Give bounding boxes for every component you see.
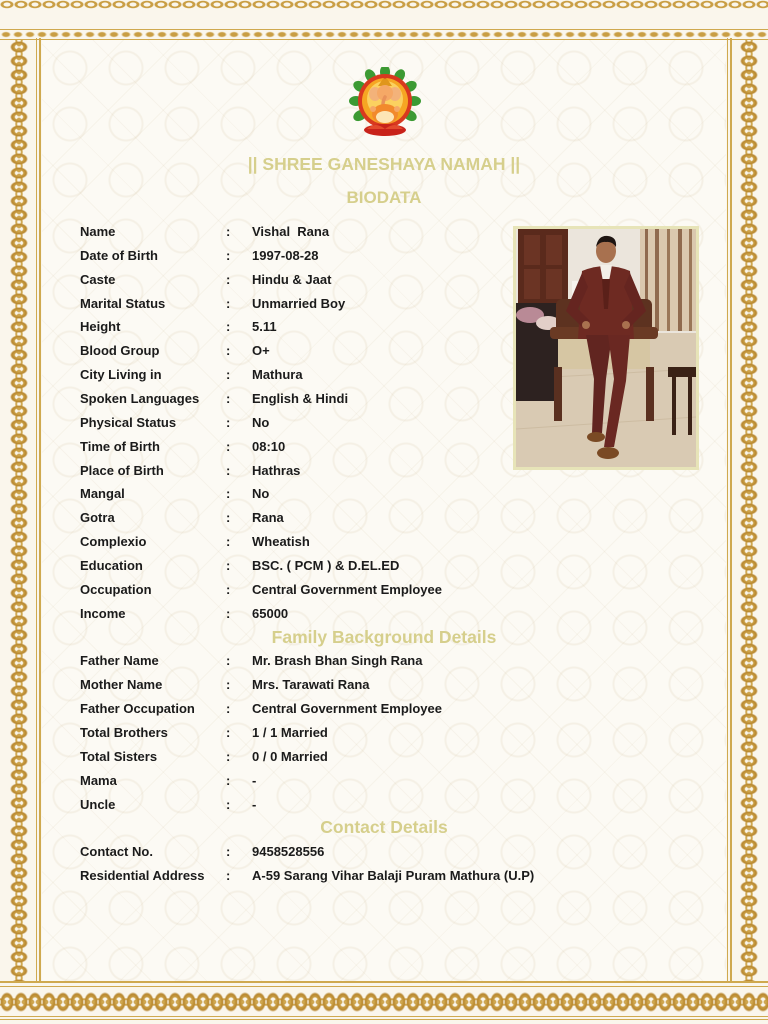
field-value: Unmarried Boy xyxy=(252,295,346,311)
field-value: BSC. ( PCM ) & D.EL.ED xyxy=(252,558,400,574)
field-value: Mrs. Tarawati Rana xyxy=(252,677,370,693)
field-label: Caste xyxy=(80,271,116,287)
field-row-mama xyxy=(80,769,688,793)
field-value: 9458528556 xyxy=(252,844,325,860)
field-separator: : xyxy=(226,677,231,693)
field-value: Mr. Brash Bhan Singh Rana xyxy=(252,653,423,669)
border-top-chain xyxy=(0,0,768,9)
field-label: Contact No. xyxy=(80,844,153,860)
field-value: - xyxy=(252,796,257,812)
field-row-uncle xyxy=(80,793,688,817)
border-bottom-line xyxy=(0,981,768,987)
field-label: Father Occupation xyxy=(80,701,195,717)
field-row-contact-no xyxy=(80,840,688,864)
field-label: Education xyxy=(80,558,143,574)
border-bottom-chain xyxy=(0,991,768,1013)
field-label: Mama xyxy=(80,772,117,788)
field-value: No xyxy=(252,414,270,430)
field-value: 08:10 xyxy=(252,438,286,454)
profile-photo xyxy=(513,226,699,470)
field-label: Spoken Languages xyxy=(80,391,200,407)
field-value: Rana xyxy=(252,510,284,526)
field-label: Gotra xyxy=(80,510,115,526)
field-value: 0 / 0 Married xyxy=(252,748,328,764)
field-value: English & Hindi xyxy=(252,391,349,407)
field-separator: : xyxy=(226,772,231,788)
field-separator: : xyxy=(226,653,231,669)
field-label: Name xyxy=(80,224,116,239)
ganesha-icon xyxy=(349,67,421,139)
field-label: Father Name xyxy=(80,653,159,669)
field-label: Time of Birth xyxy=(80,438,160,454)
field-label: Height xyxy=(80,319,121,335)
field-label: Blood Group xyxy=(80,343,160,359)
field-value: - xyxy=(252,772,257,788)
field-row-father-name xyxy=(80,649,688,673)
field-separator: : xyxy=(226,796,231,812)
field-row-education xyxy=(80,554,688,578)
field-separator: : xyxy=(226,486,231,502)
field-separator: : xyxy=(226,510,231,526)
field-separator: : xyxy=(226,367,231,383)
field-label: Occupation xyxy=(80,581,152,597)
biodata-title: BIODATA xyxy=(346,188,422,207)
field-separator: : xyxy=(226,605,231,621)
field-separator: : xyxy=(226,462,231,478)
field-label: Total Brothers xyxy=(80,725,168,741)
field-separator: : xyxy=(226,224,231,239)
field-value: 5.11 xyxy=(252,319,277,335)
family-section-heading: Family Background Details xyxy=(271,626,497,647)
field-label: City Living in xyxy=(80,367,162,383)
field-separator: : xyxy=(226,438,231,454)
field-label: Mangal xyxy=(80,486,125,502)
field-separator: : xyxy=(226,343,231,359)
field-label: Uncle xyxy=(80,796,116,812)
field-row-total-brothers xyxy=(80,721,688,745)
field-row-income xyxy=(80,602,688,626)
field-row-mangal xyxy=(80,482,688,506)
field-row-mother-name xyxy=(80,673,688,697)
field-label: Marital Status xyxy=(80,295,166,311)
field-label: Physical Status xyxy=(80,414,177,430)
border-bottom-line-outer xyxy=(0,1016,768,1020)
field-value: Central Government Employee xyxy=(252,701,442,717)
border-left-line xyxy=(36,38,41,983)
border-left-chain xyxy=(7,40,31,981)
field-value: 65000 xyxy=(252,605,289,621)
field-separator: : xyxy=(226,558,231,574)
field-label: Total Sisters xyxy=(80,748,158,764)
field-separator: : xyxy=(226,319,231,335)
field-separator: : xyxy=(226,581,231,597)
field-value: O+ xyxy=(252,343,270,359)
field-value: Wheatish xyxy=(252,534,310,550)
field-row-complexion xyxy=(80,530,688,554)
invocation-heading: || SHREE GANESHAYA NAMAH || xyxy=(247,154,521,174)
field-label: Residential Address xyxy=(80,868,205,884)
field-separator: : xyxy=(226,748,231,764)
ganesha-logo xyxy=(349,67,421,139)
field-separator: : xyxy=(226,295,231,311)
field-separator: : xyxy=(226,534,231,550)
field-label: Place of Birth xyxy=(80,462,164,478)
field-row-total-sisters xyxy=(80,745,688,769)
profile-photo-image xyxy=(516,229,696,467)
field-value: Hathras xyxy=(252,462,301,478)
field-separator: : xyxy=(226,414,231,430)
field-value: No xyxy=(252,486,270,502)
field-label: Mother Name xyxy=(80,677,163,693)
contact-section-heading: Contact Details xyxy=(320,817,448,838)
field-value: Vishal Rana xyxy=(252,224,330,239)
field-value: 1 / 1 Married xyxy=(252,725,328,741)
field-separator: : xyxy=(226,844,231,860)
field-separator: : xyxy=(226,391,231,407)
field-value: Hindu & Jaat xyxy=(252,271,332,287)
field-row-father-occupation xyxy=(80,697,688,721)
border-right-chain xyxy=(737,40,761,981)
field-row-gotra xyxy=(80,506,688,530)
field-separator: : xyxy=(226,247,231,263)
border-right-line xyxy=(727,38,732,983)
field-separator: : xyxy=(226,271,231,287)
field-label: Date of Birth xyxy=(80,247,158,263)
field-value: Central Government Employee xyxy=(252,581,442,597)
field-row-occupation xyxy=(80,578,688,602)
field-value: Mathura xyxy=(252,367,303,383)
field-separator: : xyxy=(226,701,231,717)
field-value: A-59 Sarang Vihar Balaji Puram Mathura (U.P) xyxy=(252,868,535,884)
field-separator: : xyxy=(226,868,231,884)
field-value: 1997-08-28 xyxy=(252,247,319,263)
border-top-band xyxy=(0,29,768,40)
field-label: Income xyxy=(80,605,126,621)
field-label: Complexio xyxy=(80,534,147,550)
field-separator: : xyxy=(226,725,231,741)
field-row-residential-address xyxy=(80,864,688,888)
